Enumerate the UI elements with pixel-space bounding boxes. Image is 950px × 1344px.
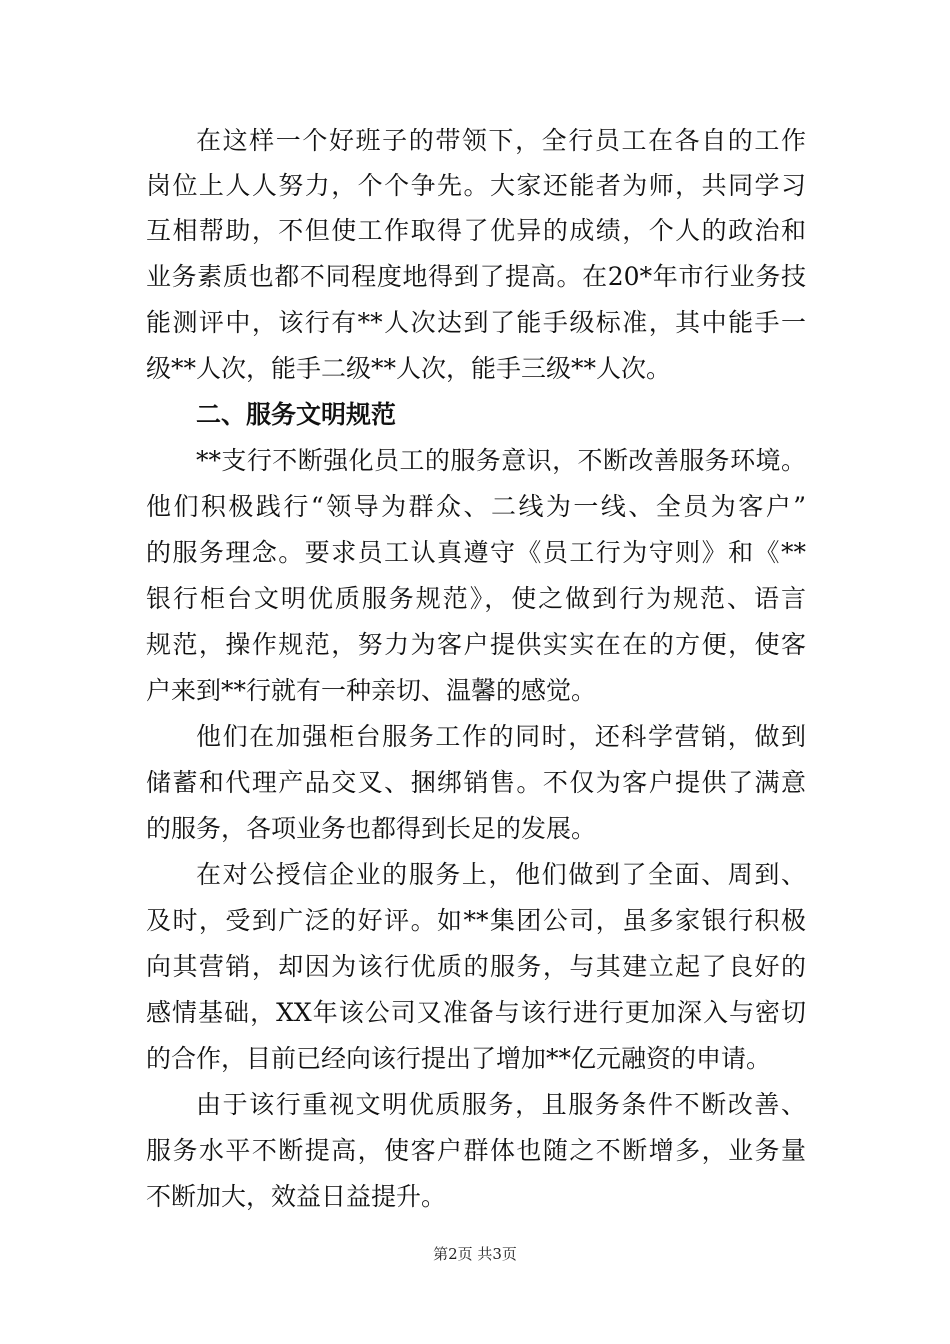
text-line: 互相帮助，不但使工作取得了优异的成绩，个人的政治和 [146,216,806,245]
text-line: 的服务理念。要求员工认真遵守《员工行为守则》和《** [146,538,806,567]
text-line: 及时，受到广泛的好评。如**集团公司，虽多家银行积极 [146,906,806,935]
text-line: 的合作，目前已经向该行提出了增加**亿元融资的申请。 [146,1044,772,1073]
text-line: 服务水平不断提高，使客户群体也随之不断增多，业务量 [146,1136,806,1165]
text-line: 户来到**行就有一种亲切、温馨的感觉。 [146,676,597,705]
text-line: 能测评中，该行有**人次达到了能手级标准，其中能手一 [146,308,806,337]
text-line: 他们积极践行“领导为群众、二线为一线、全员为客户” [146,492,806,521]
text-line: 不断加大，效益日益提升。 [146,1182,447,1211]
text-line: 级**人次，能手二级**人次，能手三级**人次。 [146,354,672,383]
text-line: 他们在加强柜台服务工作的同时，还科学营销，做到 [196,722,806,751]
text-line: **支行不断强化员工的服务意识，不断改善服务环境。 [196,446,806,475]
text-line: 的服务，各项业务也都得到长足的发展。 [146,814,597,843]
text-line: 业务素质也都不同程度地得到了提高。在20*年市行业务技 [146,262,806,291]
section-heading: 二、服务文明规范 [196,400,397,429]
text-line: 由于该行重视文明优质服务，且服务条件不断改善、 [196,1090,806,1119]
page-footer: 第2页 共3页 [433,1245,517,1263]
text-line: 储蓄和代理产品交叉、捆绑销售。不仅为客户提供了满意 [146,768,806,797]
text-line: 岗位上人人努力，个个争先。大家还能者为师，共同学习 [146,171,806,200]
text-line: 银行柜台文明优质服务规范》，使之做到行为规范、语言 [146,584,806,613]
text-line: 在对公授信企业的服务上，他们做到了全面、周到、 [196,860,806,889]
text-line: 在这样一个好班子的带领下，全行员工在各自的工作 [196,126,806,155]
text-line: 向其营销，却因为该行优质的服务，与其建立起了良好的 [146,952,806,981]
text-line: 感情基础，XX年该公司又准备与该行进行更加深入与密切 [146,998,806,1027]
text-line: 规范，操作规范，努力为客户提供实实在在的方便，使客 [146,630,806,659]
